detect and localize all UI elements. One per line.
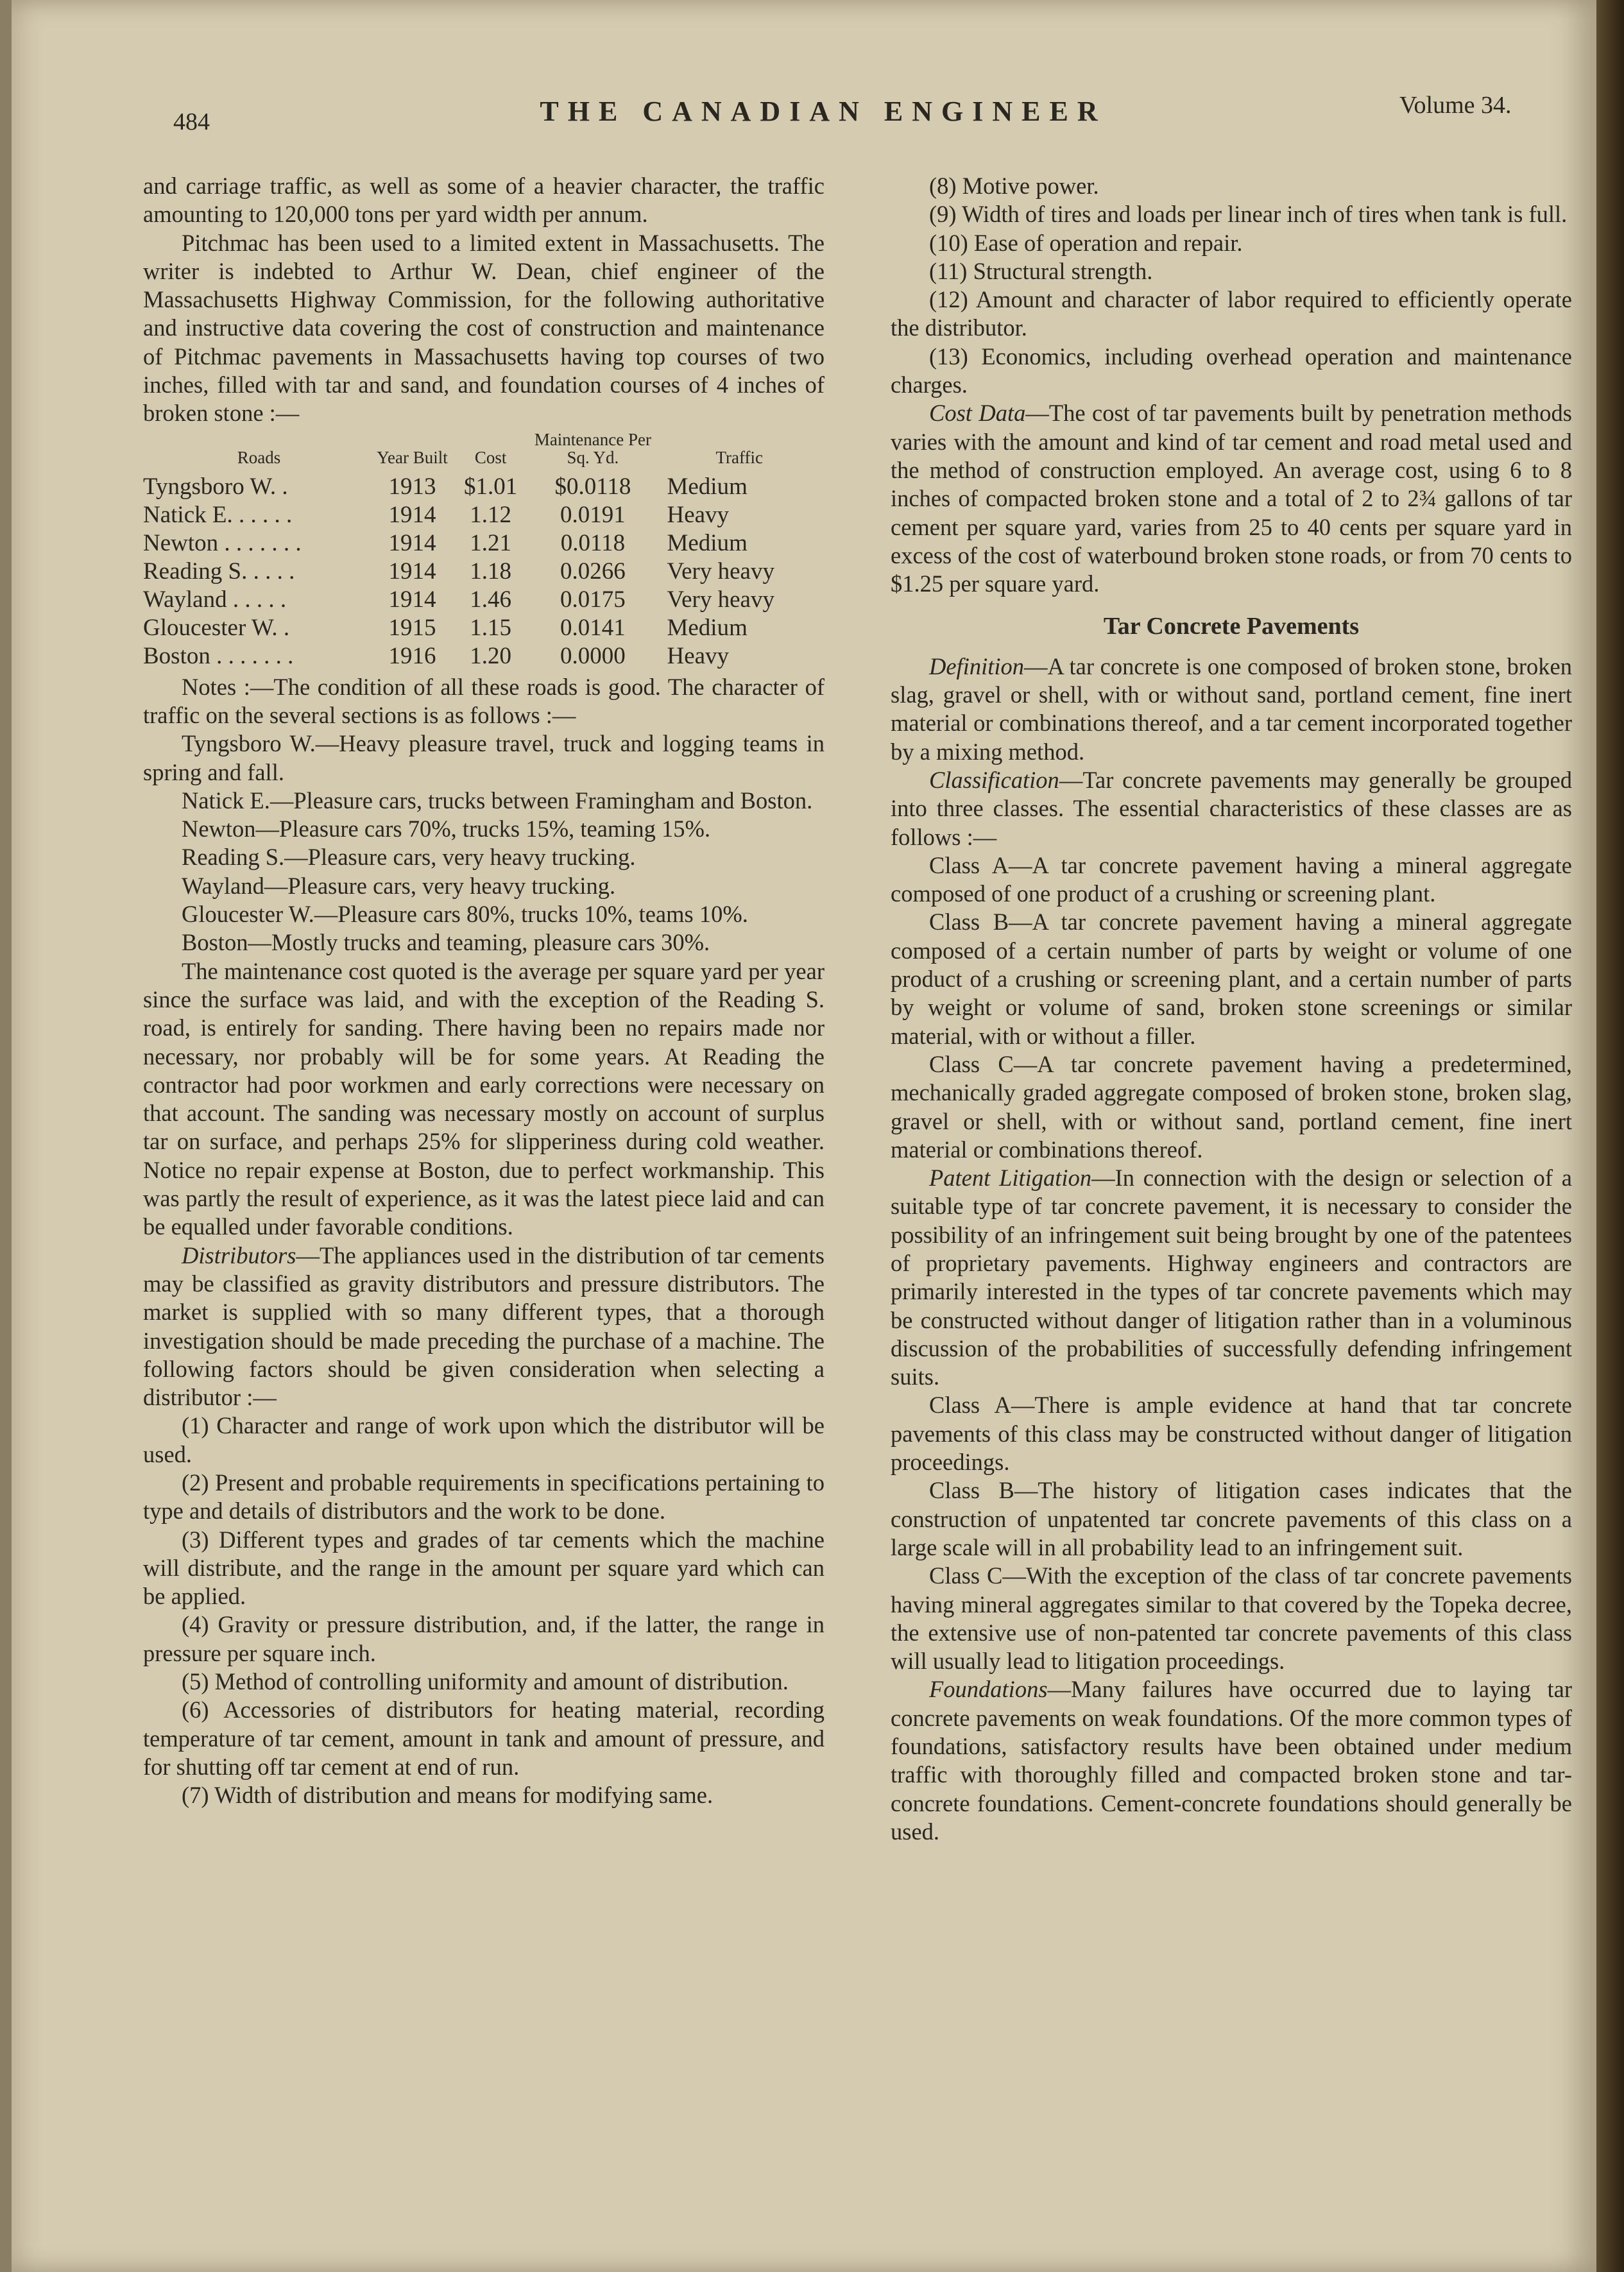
volume-label: Volume 34. [1399,92,1512,119]
cell-traffic: Medium [667,473,748,500]
cell-cost: $1.01 [463,473,518,500]
cell-year: 1913 [388,473,436,500]
table-row [143,529,825,558]
table-row [143,501,825,529]
cell-maintenance: 0.0118 [560,529,626,556]
table-row [143,614,825,642]
paragraph [891,1164,1572,1391]
cell-road: Newton . . . . . . . [143,529,302,556]
cell-traffic: Medium [667,529,748,556]
list-item: (6) Accessories of distributors for heating material, recording temperature of tar cement, amount in tank and amount of pressure, and for shutting off tar cement at end of run. [143,1696,825,1780]
list-item: (10) Ease of operation and repair. [929,229,1243,256]
list-item: (1) Character and range of work upon which the distributor will be used. [143,1412,825,1467]
paragraph-text: —In connection with the design or selection of a suitable type of tar concrete pavement, it is necessary to consider the possibility of an infringement suit being brought by one of the patentees of proprietary pavements. Highway engineers and contractors are primarily interested in the types of tar concrete pavements which may be constructed without danger of litigation rather than in a voluminous discussion of the probabilities of successfully defending infringement suits. [891,1165,1572,1390]
running-header [12,89,1596,135]
cell-maintenance: 0.0000 [560,642,626,669]
paragraph: Class A—There is ample evidence at hand that tar concrete pavements of this class may be constructed without danger of litigation proceedings. [891,1392,1572,1476]
list-item: (4) Gravity or pressure distribution, and, if the latter, the range in pressure per square inch. [143,1611,825,1666]
paragraph-text: —Many failures have occurred due to laying tar concrete pavements on weak foundations. Of the more common types of foundations, satisfactory results have been obtained under medium traffic with thoroughly filled and compacted broken stone and tar-concrete foundations. Cement-concrete foundations should generally be used. [891,1676,1572,1845]
list-item: (13) Economics, including overhead operation and maintenance charges. [891,343,1572,398]
cell-road: Natick E. . . . . . [143,501,293,528]
cell-cost: 1.20 [470,642,511,669]
paragraph [891,1675,1572,1846]
cell-maintenance: 0.0175 [560,586,626,613]
traffic-note: Reading S.—Pleasure cars, very heavy trucking. [182,844,636,871]
cell-road: Boston . . . . . . . [143,642,294,669]
paragraph: Notes :—The condition of all these roads is good. The character of traffic on the several sections is as follows :— [143,673,825,728]
binding-gutter [0,0,12,2272]
page-edge-shadow [1596,0,1624,2272]
page [12,0,1596,2272]
paragraph-text: —A tar concrete is one composed of broken stone, broken slag, gravel or shell, with or without sand, portland cement, fine inert material or combinations thereof, and a tar cement incorporated together by a mixing method. [891,653,1572,765]
cell-cost: 1.46 [470,586,511,613]
run-in-heading: Definition [929,653,1025,679]
table-row [143,473,825,501]
journal-title: THE CANADIAN ENGINEER [540,96,1107,127]
list-item: (8) Motive power. [929,173,1099,199]
paragraph [891,399,1572,598]
list-item: (5) Method of controlling uniformity and amount of distribution. [182,1668,789,1695]
traffic-note: Gloucester W.—Pleasure cars 80%, trucks 10%, teams 10%. [182,901,748,928]
cell-traffic: Heavy [667,642,730,669]
paragraph-text: —The cost of tar pavements built by penetration methods varies with the amount and kind of tar cement and road metal used and the method of construction employed. An average cost, using 6 to 8 inches of compacted broken stone and a total of 2 to 2¾ gallons of tar cement per square yard, varies from 25 to 40 cents per square yard in excess of the cost of waterbound broken stone roads, or from 70 cents to $1.25 per square yard. [891,400,1572,597]
right-column [891,172,1572,1846]
table-row [143,586,825,614]
cell-traffic: Very heavy [667,586,774,613]
cell-road: Gloucester W. . [143,614,290,641]
table-row [143,558,825,586]
run-in-heading: Foundations [929,1676,1048,1703]
paragraph [891,766,1572,851]
section-heading: Tar Concrete Pavements [1103,613,1360,640]
cell-cost: 1.12 [470,501,511,528]
paragraph: Class B—The history of litigation cases indicates that the construction of unpatented tar concrete pavements of this class on a large scale will in all probability lead to an infringement suit. [891,1477,1572,1560]
traffic-note: Tyngsboro W.—Heavy pleasure travel, truck and logging teams in spring and fall. [143,730,825,785]
page-number: 484 [173,108,210,135]
paragraph: Class C—A tar concrete pavement having a predetermined, mechanically graded aggregate composed of broken stone, broken slag, gravel or shell, with or without sand, portland cement, fine inert material or combinations thereof. [891,1050,1572,1163]
traffic-note: Newton—Pleasure cars 70%, trucks 15%, teaming 15%. [182,816,711,842]
cell-traffic: Heavy [667,501,730,528]
paragraph [143,1242,825,1412]
list-item: (3) Different types and grades of tar cements which the machine will distribute, and the range in the amount per square yard which can be applied. [143,1526,825,1610]
cell-maintenance: 0.0191 [560,501,626,528]
cell-traffic: Very heavy [667,558,774,585]
run-in-heading: Patent Litigation [929,1165,1092,1192]
paragraph [891,653,1572,766]
col-header-year: Year Built [377,447,448,467]
paragraph: The maintenance cost quoted is the average per square yard per year since the surface was laid, and with the exception of the Reading S. road, is entirely for sanding. There having been no repairs made nor necessary, nor probably will be for some years. At Reading the contractor had poor workmen and early corrections were necessary on that account. The sanding was necessary mostly on account of surplus tar on surface, and perhaps 25% for slipperiness during cold weather. Notice no repair expense at Boston, due to perfect workmanship. This was partly the result of experience, as it was the latest piece laid and can be equalled under favorable conditions. [143,957,825,1240]
cell-road: Tyngsboro W. . [143,473,288,500]
traffic-note: Natick E.—Pleasure cars, trucks between Framingham and Boston. [182,787,813,814]
pavement-cost-table [143,431,825,670]
paragraph: Class C—With the exception of the class of tar concrete pavements having mineral aggregates similar to that covered by the Topeka decree, the extensive use of non-patented tar concrete pavements of this class will usually lead to litigation proceedings. [891,1562,1572,1675]
cell-maintenance: 0.0266 [560,558,626,585]
cell-maintenance: 0.0141 [560,614,626,641]
left-column [143,172,825,1810]
cell-road: Wayland . . . . . [143,586,287,613]
cell-year: 1914 [388,501,436,528]
paragraph: and carriage traffic, as well as some of a heavier character, the traffic amounting to 120,000 tons per yard width per annum. [143,173,825,228]
cell-cost: 1.21 [470,529,511,556]
list-item: (7) Width of distribution and means for modifying same. [182,1782,714,1809]
col-header-roads: Roads [237,447,281,467]
paragraph-text: —The appliances used in the distribution of tar cements may be classified as gravity distributors and pressure distributors. The market is supplied with so many different types, that a thorough investigation should be made preceding the purchase of a machine. The following factors should be given consideration when selecting a distributor :— [143,1242,825,1411]
cell-maintenance: $0.0118 [554,473,631,500]
run-in-heading: Classification [929,766,1059,793]
col-header-traffic: Traffic [715,447,763,467]
cell-year: 1914 [388,529,436,556]
table-header-row [143,431,825,473]
cell-cost: 1.15 [470,614,511,641]
list-item: (2) Present and probable requirements in specifications pertaining to type and details of distributors and the work to be done. [143,1469,825,1525]
cell-traffic: Medium [667,614,748,641]
paragraph: Class B—A tar concrete pavement having a mineral aggregate composed of a certain number of parts by weight or volume of one product of a crushing or screening plant, and a certain number of parts by weight or volume of sand, broken stone screenings or similar material, with or without a filler. [891,909,1572,1049]
paragraph: Pitchmac has been used to a limited extent in Massachusetts. The writer is indebted to Arthur W. Dean, chief engineer of the Massachusetts Highway Commission, for the following authoritative and instructive data covering the cost of construction and maintenance of Pitchmac pavements in Massachusetts having top courses of two inches, filled with tar and sand, and foundation courses of 4 inches of broken stone :— [143,229,825,427]
cell-year: 1914 [388,586,436,613]
traffic-note: Wayland—Pleasure cars, very heavy trucking. [182,872,616,899]
paragraph: Class A—A tar concrete pavement having a mineral aggregate composed of one product of a crushing or screening plant. [891,851,1572,907]
list-item: (9) Width of tires and loads per linear inch of tires when tank is full. [929,201,1568,228]
table-row [143,642,825,670]
run-in-heading: Distributors [182,1242,296,1268]
list-item: (12) Amount and character of labor required to efficiently operate the distributor. [891,286,1572,341]
cell-cost: 1.18 [470,558,511,585]
paragraph-text: —Tar concrete pavements may generally be grouped into three classes. The essential characteristics of these classes are as follows :— [891,766,1572,850]
cell-year: 1916 [388,642,436,669]
cell-year: 1914 [388,558,436,585]
cell-year: 1915 [388,614,436,641]
list-item: (11) Structural strength. [929,257,1153,284]
col-header-cost: Cost [474,447,507,467]
col-header-maintenance: Maintenance Per Sq. Yd. [534,429,651,467]
traffic-note: Boston—Mostly trucks and teaming, pleasure cars 30%. [182,929,710,956]
run-in-heading: Cost Data [929,400,1026,427]
cell-road: Reading S. . . . . [143,558,295,585]
